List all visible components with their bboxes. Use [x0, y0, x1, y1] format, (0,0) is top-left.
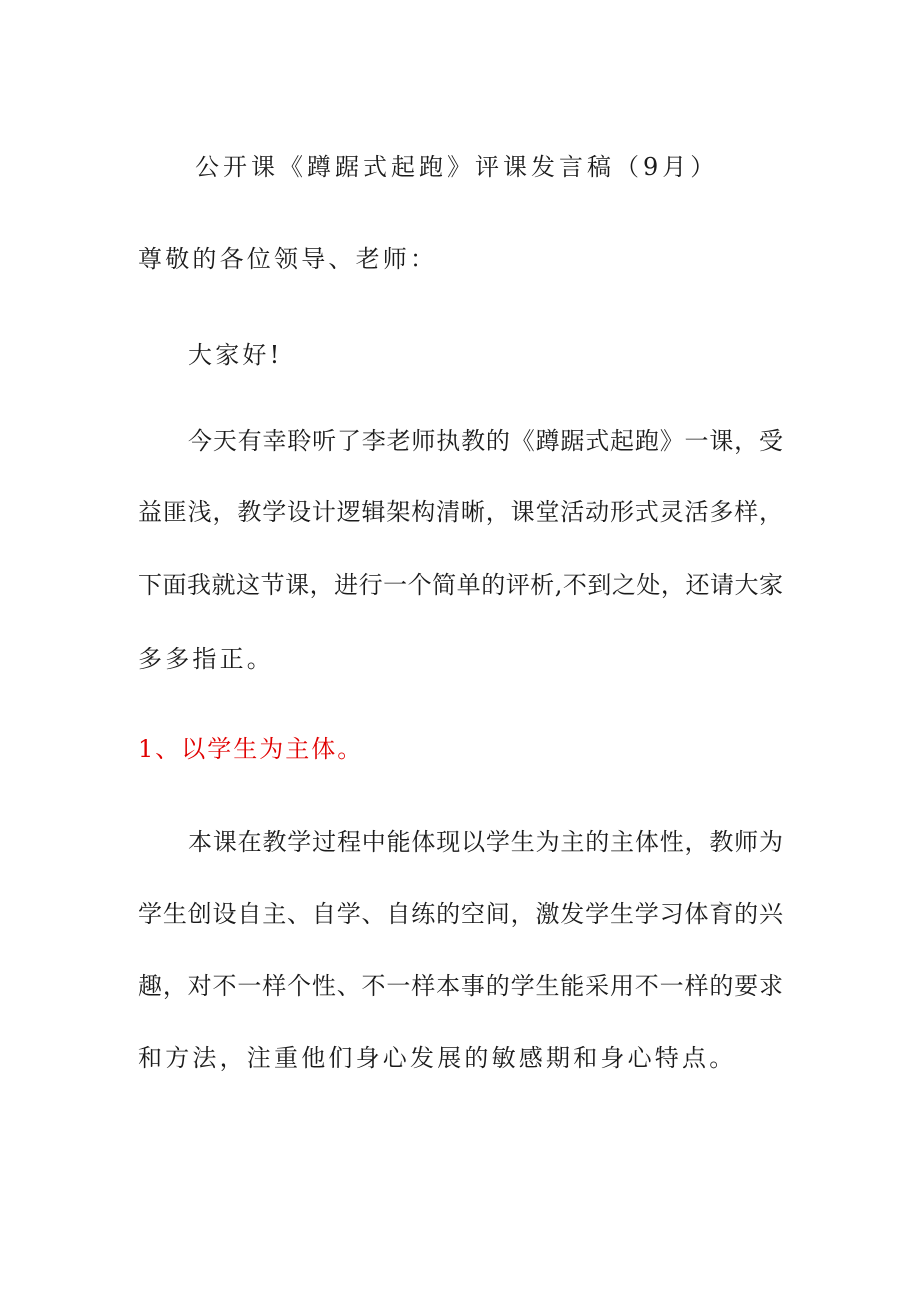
- section-heading-1: 1、以学生为主体。: [138, 735, 364, 763]
- intro-line-4: 多多指正。: [138, 645, 274, 673]
- section-1-line-2: 学生创设自主、自学、自练的空间，激发学生学习体育的兴: [138, 900, 783, 928]
- section-1-line-3: 趣，对不一样个性、不一样本事的学生能采用不一样的要求: [138, 972, 783, 1000]
- section-1-line-4: 和方法，注重他们身心发展的敏感期和身心特点。: [138, 1044, 737, 1072]
- section-1-line-1: 本课在教学过程中能体现以学生为主的主体性，教师为: [188, 828, 783, 856]
- greeting: 大家好!: [188, 341, 283, 369]
- intro-line-3: 下面我就这节课，进行一个简单的评析,不到之处，还请大家: [138, 571, 783, 599]
- intro-line-1: 今天有幸聆听了李老师执教的《蹲踞式起跑》一课，受: [188, 427, 783, 455]
- intro-line-2: 益匪浅，教学设计逻辑架构清晰，课堂活动形式灵活多样，: [138, 498, 783, 526]
- salutation: 尊敬的各位领导、老师：: [138, 245, 438, 273]
- document-title: 公开课《蹲踞式起跑》评课发言稿（9月）: [195, 153, 719, 181]
